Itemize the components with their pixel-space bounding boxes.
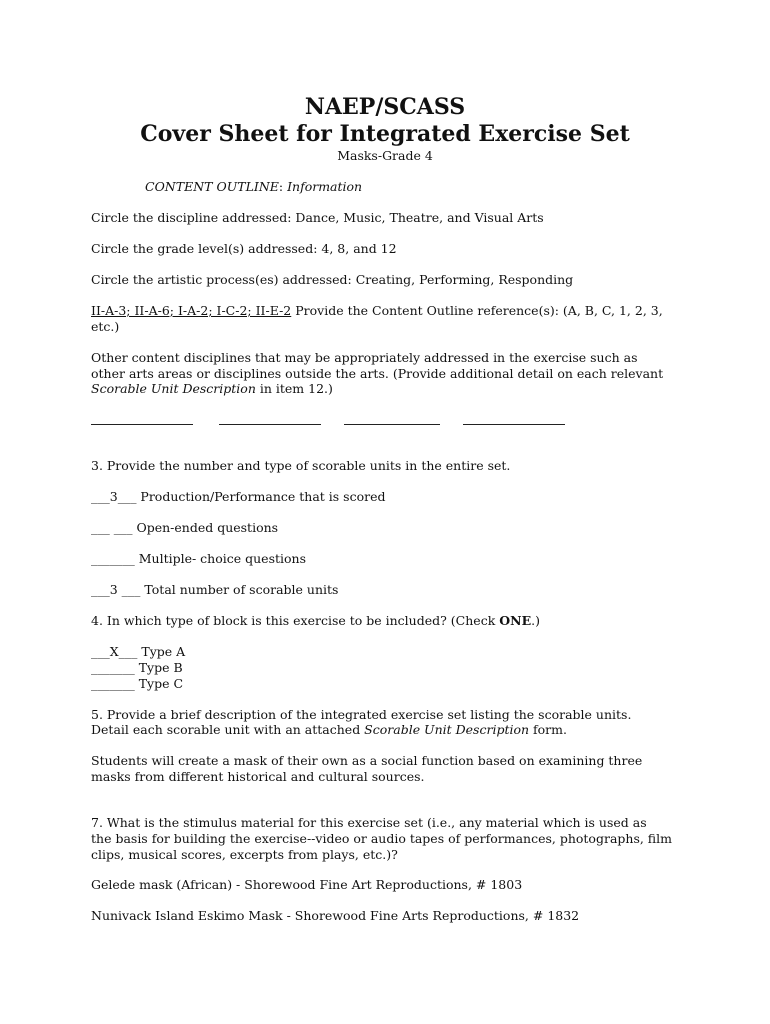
reference-line [91,303,683,335]
q4-type-a: ___X___ Type A [91,644,186,659]
other-disciplines-line-3 [91,381,691,397]
content-outline-heading [145,179,745,195]
q4-prompt-pre: 4. In which type of block is this exercise to be included? (Check [91,613,500,628]
q5-line-2 [91,722,691,738]
title-line-1: NAEP/SCASS [304,94,466,120]
subtitle: Masks-Grade 4 [337,148,433,163]
q3-prompt: 3. Provide the number and type of scorable units in the entire set. [91,458,511,473]
other-disciplines-rest: in item 12.) [255,381,333,396]
q3-production: ___3___ Production/Performance that is scored [91,489,386,504]
grade-line: Circle the grade level(s) addressed: 4, 8, and 12 [91,241,397,256]
q5-line-2-pre: Detail each scorable unit with an attached [91,722,365,737]
content-outline-sep: : [278,179,288,194]
q3-multiple-choice: _______ Multiple- choice questions [91,551,307,566]
q5-line-2-ital: Scorable Unit Description [364,722,530,737]
q4-prompt-post: .) [531,613,540,628]
q7-answer-2: Nunivack Island Eskimo Mask - Shorewood Fine Arts Reproductions, # 1832 [91,908,580,923]
blank-line-4 [463,424,565,425]
q5-line-1: 5. Provide a brief description of the integrated exercise set listing the scorable units. [91,707,632,722]
q5-answer-1: Students will create a mask of their own as a social function based on examining three [91,753,643,768]
q7-answer-1: Gelede mask (African) - Shorewood Fine Art Reproductions, # 1803 [91,877,523,892]
other-disciplines-line-1: Other content disciplines that may be appropriately addressed in the exercise such as [91,350,638,365]
q4-prompt-bold: ONE [499,613,532,628]
content-outline-label: CONTENT OUTLINE [145,179,279,194]
q3-total: ___3 ___ Total number of scorable units [91,582,339,597]
q7-line-2: the basis for building the exercise--video or audio tapes of performances, photographs, film [91,831,672,846]
q4-type-b: _______ Type B [91,660,183,675]
blank-lines [91,416,691,430]
q5-answer-2: masks from different historical and cultural sources. [91,769,425,784]
other-disciplines-line-2: other arts areas or disciplines outside the arts. (Provide additional detail on each relevant [91,366,664,381]
title-line-2: Cover Sheet for Integrated Exercise Set [140,121,630,147]
q3-open-ended: ___ ___ Open-ended questions [91,520,279,535]
blank-line-3 [344,424,440,425]
discipline-line: Circle the discipline addressed: Dance, Music, Theatre, and Visual Arts [91,210,544,225]
q5-line-2-post: form. [529,722,567,737]
other-disciplines-ital: Scorable Unit Description [91,381,256,396]
reference-text: Provide the Content Outline reference(s): (A, B, C, 1, 2, 3, etc.) [91,303,663,334]
blank-line-2 [219,424,321,425]
reference-codes: II-A-3; II-A-6; I-A-2; I-C-2; II-E-2 [91,303,292,318]
content-outline-info: Information [287,179,363,194]
q4-type-c: _______ Type C [91,676,184,691]
q7-line-3: clips, musical scores, excerpts from plays, etc.)? [91,847,398,862]
blank-line-1 [91,424,193,425]
process-line: Circle the artistic process(es) addressed: Creating, Performing, Responding [91,272,574,287]
q4-prompt [91,613,691,629]
q7-line-1: 7. What is the stimulus material for this exercise set (i.e., any material which is used as [91,815,647,830]
